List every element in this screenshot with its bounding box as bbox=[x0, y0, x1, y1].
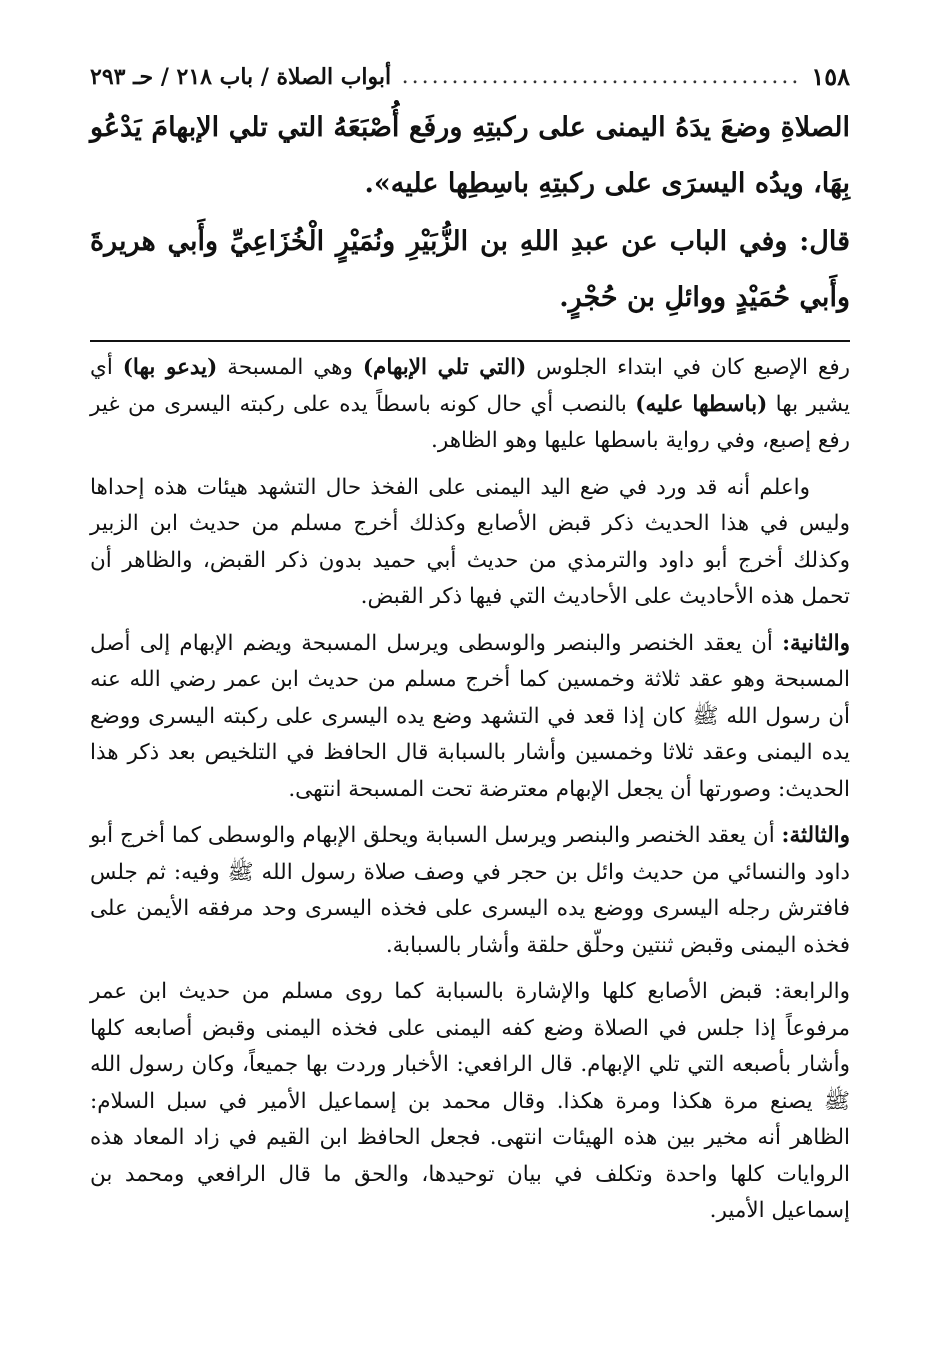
footnote-divider bbox=[90, 340, 850, 342]
commentary-text: رفع الإصبع كان في ابتداء الجلوس bbox=[526, 355, 850, 380]
section-lead: والرابعة: bbox=[774, 979, 850, 1004]
commentary-paragraph-3 bbox=[90, 626, 850, 809]
running-header bbox=[90, 60, 850, 94]
commentary bbox=[90, 350, 850, 1230]
hadith-paragraph-1: الصلاةِ وضعَ يدَهُ اليمنى على ركبتِهِ ورفَع أُصْبَعَهُ التي تلي الإبهامَ يَدْعُو بِهَا، ويدُه اليسرَى على ركبتِهِ باسِطِها عليه». bbox=[90, 112, 850, 199]
hadith-paragraph-2: قال: وفي الباب عن عبدِ اللهِ بن الزُّبَيْرِ ونُمَيْرٍ الْخُزَاعِيِّ وأَبي هريرةَ وأَبي حُمَيْدٍ ووائلِ بن حُجْرٍ. bbox=[90, 226, 850, 313]
commentary-text: أن يعقد الخنصر والبنصر ويرسل السبابة ويحلق الإبهام والوسطى كما أخرج أبو داود والنسائي من حديث وائل بن حجر في وصف صلاة رسول الله ﷺ وفيه: ثم جلس فافترش رجله اليسرى ووضع يده اليسرى على فخذه اليسرى وحد مرفقه الأيمن على فخذه اليمنى وقبض ثنتين وحلّق حلقة وأشار بالسبابة. bbox=[90, 823, 850, 958]
commentary-text: قبض الأصابع كلها والإشارة بالسبابة كما روى مسلم من حديث ابن عمر مرفوعاً إذا جلس في الصلاة وضع كفه اليمنى على فخذه اليمنى وقبض أصابعه كلها وأشار بأصبعه التي تلي الإبهام. قال الرافعي: الأخبار وردت بها جميعاً، وكان رسول الله ﷺ يصنع مرة هكذا ومرة هكذا. وقال محمد بن إسماعيل الأمير في سبل السلام: الظاهر أنه مخير بين هذه الهيئات انتهى. فجعل الحافظ ابن القيم في زاد المعاد هذه الروايات كلها واحدة وتكلف في بيان توحيدها، والحق ما قال الرافعي ومحمد بن إسماعيل الأمير. bbox=[90, 979, 850, 1223]
running-title: أبواب الصلاة / باب ٢١٨ / حـ ٢٩٣ bbox=[90, 64, 392, 90]
commentary-paragraph-5 bbox=[90, 974, 850, 1230]
section-lead: والثانية: bbox=[782, 630, 850, 656]
page-number: ١٥٨ bbox=[811, 62, 850, 91]
commentary-text: أي يشير بها bbox=[90, 355, 850, 417]
quoted-phrase: (باسطها عليه) bbox=[635, 391, 768, 417]
commentary-paragraph-2: واعلم أنه قد ورد في ضع اليد اليمنى على الفخذ حال التشهد هيئات هذه إحداها وليس في هذا الحديث ذكر قبض الأصابع وكذلك أخرج مسلم من حديث ابن الزبير وكذلك أخرج أبو داود والترمذي من حديث أبي حميد بدون ذكر القبض، والظاهر أن تحمل هذه الأحاديث على الأحاديث التي فيها ذكر القبض. bbox=[90, 474, 850, 609]
quoted-phrase: (يدعو بها) bbox=[122, 355, 218, 380]
section-lead: والثالثة: bbox=[781, 823, 850, 848]
commentary-paragraph-4 bbox=[90, 818, 850, 964]
commentary-text: بالنصب أي حال كونه باسطاً يده على ركبته اليسرى من غير رفع إصبع، وفي رواية باسطها عليها وهو الظاهر. bbox=[90, 391, 850, 453]
quoted-phrase: (التي تلي الإبهام) bbox=[362, 355, 527, 380]
commentary-text: وهي المسبحة bbox=[217, 355, 363, 380]
hadith-text bbox=[90, 100, 850, 326]
dot-leader bbox=[401, 60, 801, 94]
commentary-text: أن يعقد الخنصر والبنصر والوسطى ويرسل المسبحة ويضم الإبهام إلى أصل المسبحة وهو عقد ثلاثة وخمسين كما أخرج مسلم من حديث ابن عمر رضي الله عنه أن رسول الله ﷺ كان إذا قعد في التشهد وضع يده اليسرى على ركبته اليسرى ووضع يده اليمنى وعقد ثلاثا وخمسين وأشار بالسبابة قال الحافظ في التلخيص بعد ذكر هذا الحديث: وصورتها أن يجعل الإبهام معترضة تحت المسبحة انتهى. bbox=[90, 630, 850, 802]
commentary-paragraph-1 bbox=[90, 350, 850, 460]
book-page bbox=[90, 60, 850, 1230]
